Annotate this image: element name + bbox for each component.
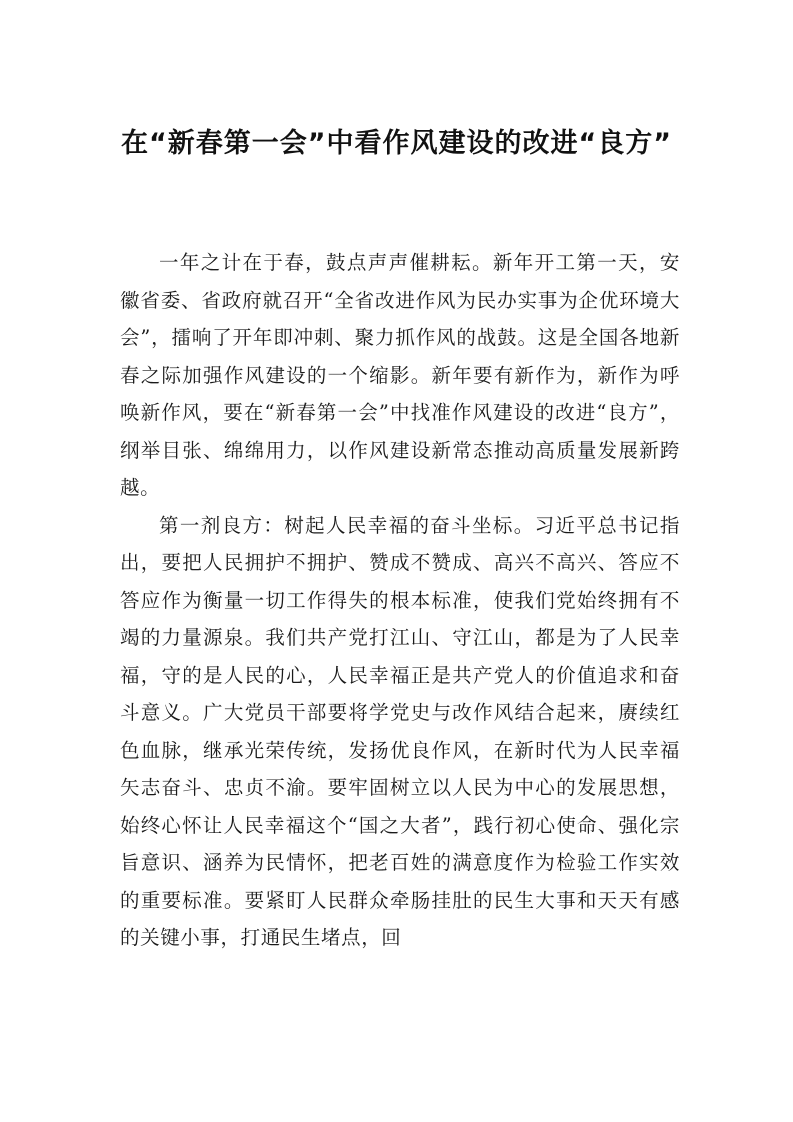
document-title: 在“新春第一会”中看作风建设的改进“良方” [121, 128, 672, 159]
paragraph-intro: 一年之计在于春，鼓点声声催耕耘。新年开工第一天，安徽省委、省政府就召开“全省改进作风为民办实事为企优环境大会”，擂响了开年即冲刺、聚力抓作风的战鼓。这是全国各地新春之际加强作风建设的一个缩影。新年要有新作为，新作为呼唤新作风，要在“新春第一会”中找准作风建设的改进“良方”，纲举目张、绵绵用力，以作风建设新常态推动高质量发展新跨越。 [120, 251, 680, 499]
document-body [120, 244, 680, 957]
paragraph-first-remedy: 第一剂良方：树起人民幸福的奋斗坐标。习近平总书记指出，要把人民拥护不拥护、赞成不赞成、高兴不高兴、答应不答应作为衡量一切工作得失的根本标准，使我们党始终拥有不竭的力量源泉。我们共产党打江山、守江山，都是为了人民幸福，守的是人民的心，人民幸福正是共产党人的价值追求和奋斗意义。广大党员干部要将学党史与改作风结合起来，赓续红色血脉，继承光荣传统，发扬优良作风，在新时代为人民幸福矢志奋斗、忠贞不渝。要牢固树立以人民为中心的发展思想，始终心怀让人民幸福这个“国之大者”，践行初心使命、强化宗旨意识、涵养为民情怀，把老百姓的满意度作为检验工作实效的重要标准。要紧盯人民群众牵肠挂肚的民生大事和天天有感的关键小事，打通民生堵点，回 [120, 513, 680, 949]
